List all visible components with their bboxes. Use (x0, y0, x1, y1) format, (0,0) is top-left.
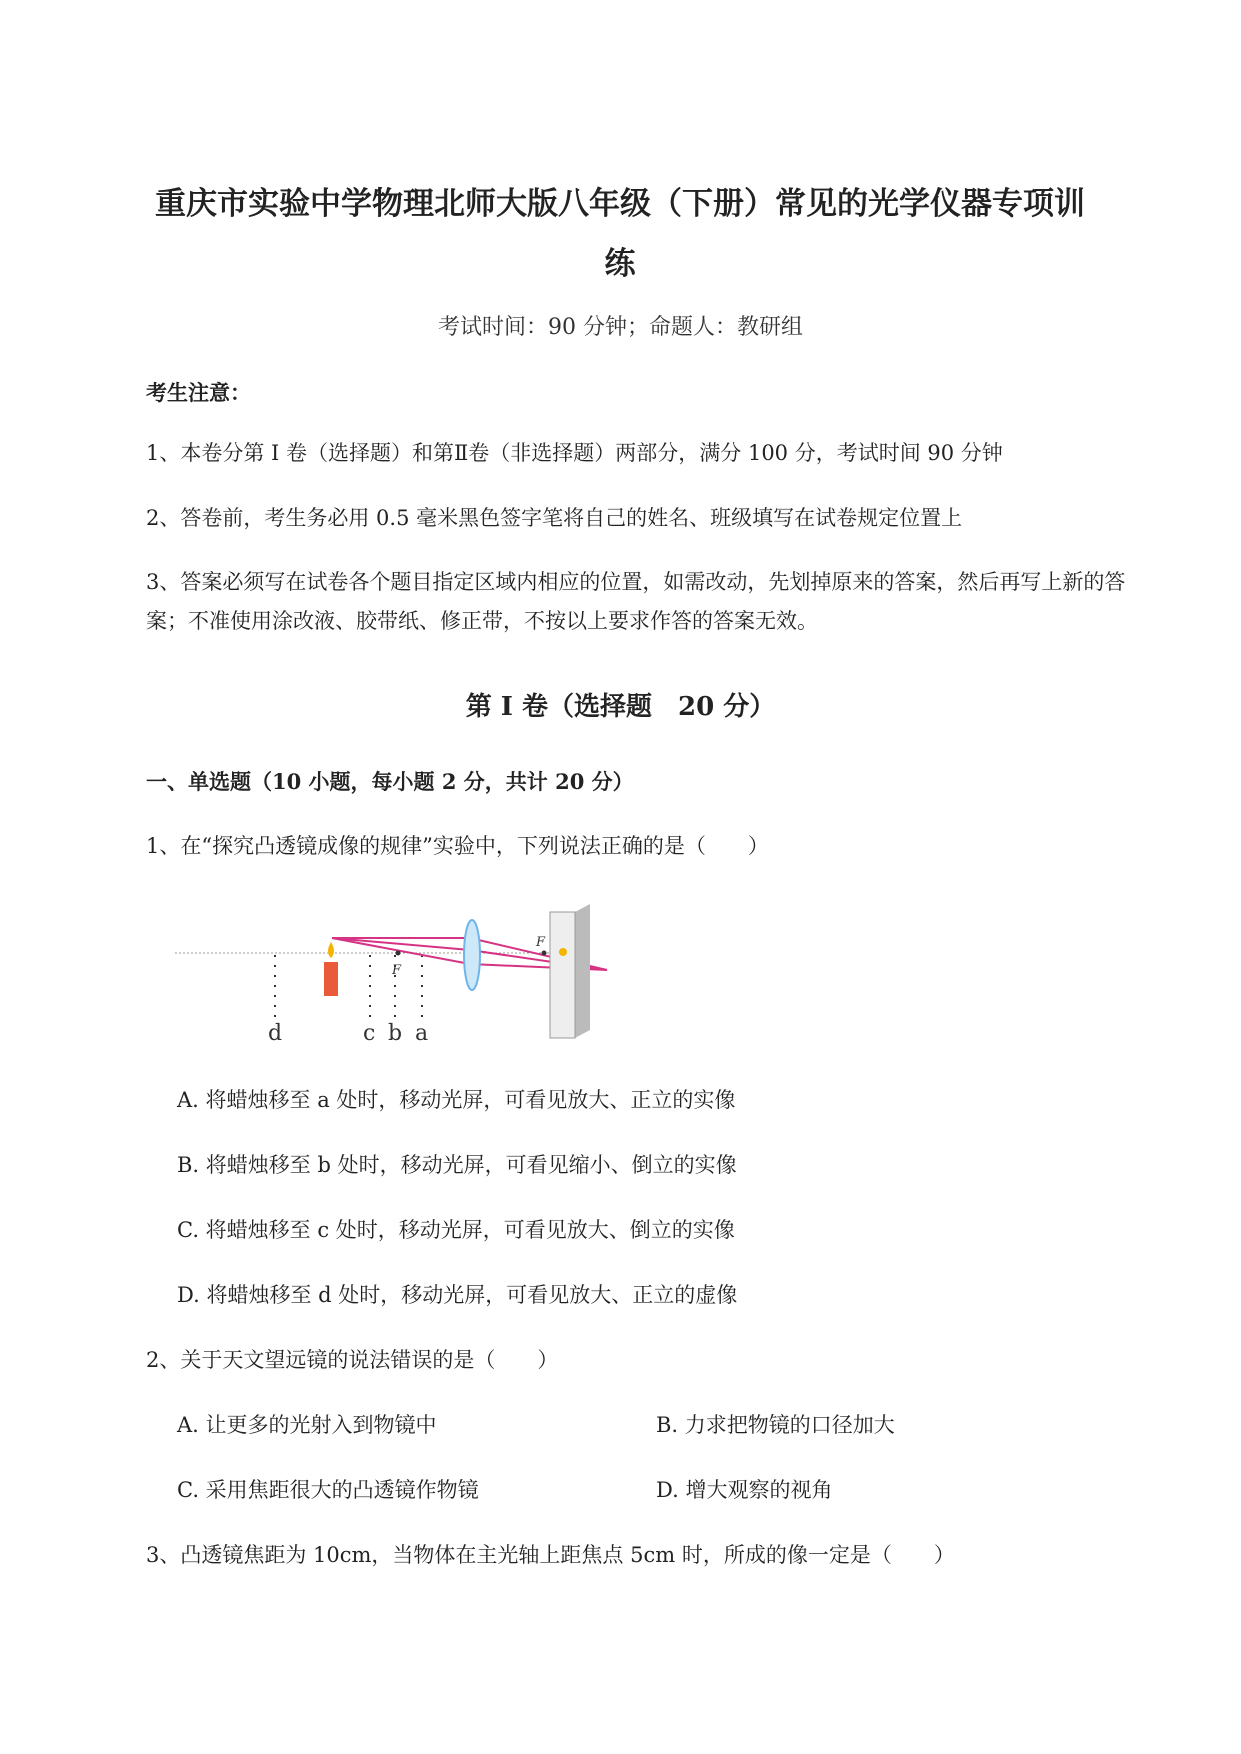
part-heading: 一、单选题（10 小题，每小题 2 分，共计 20 分） (146, 769, 634, 794)
question-2-option-a: A. 让更多的光射入到物镜中 (177, 1413, 437, 1437)
label-a: a (415, 1021, 429, 1046)
question-3-stem: 3、凸透镜焦距为 10cm，当物体在主光轴上距焦点 5cm 时，所成的像一定是（ ） (146, 1543, 955, 1567)
label-F-right: F (536, 935, 546, 950)
document-title-line1: 重庆市实验中学物理北师大版八年级（下册）常见的光学仪器专项训 (155, 186, 1085, 222)
label-c: c (363, 1021, 376, 1046)
section-title: 第 I 卷（选择题 20 分） (465, 692, 776, 722)
notice-item-1: 1、本卷分第 I 卷（选择题）和第Ⅱ卷（非选择题）两部分，满分 100 分，考试时间 90 分钟 (146, 441, 1003, 465)
question-2-option-c: C. 采用焦距很大的凸透镜作物镜 (177, 1478, 479, 1502)
notice-item-2: 2、答卷前，考生务必用 0.5 毫米黑色签字笔将自己的姓名、班级填写在试卷规定位置上 (146, 506, 963, 530)
convex-lens-diagram (170, 900, 650, 1060)
question-2-option-d: D. 增大观察的视角 (656, 1478, 833, 1502)
question-2-stem: 2、关于天文望远镜的说法错误的是（ ） (146, 1348, 559, 1372)
question-1-stem: 1、在“探究凸透镜成像的规律”实验中，下列说法正确的是（ ） (146, 834, 769, 858)
notice-heading: 考生注意： (146, 380, 251, 405)
notice-item-3: 3、答案必须写在试卷各个题目指定区域内相应的位置，如需改动，先划掉原来的答案，然后再写上新的答案；不准使用涂改液、胶带纸、修正带，不按以上要求作答的答案无效。 (146, 570, 1126, 633)
question-2-option-b: B. 力求把物镜的口径加大 (656, 1413, 895, 1437)
question-1-option-d: D. 将蜡烛移至 d 处时，移动光屏，可看见放大、正立的虚像 (177, 1283, 738, 1307)
question-1-option-c: C. 将蜡烛移至 c 处时，移动光屏，可看见放大、倒立的实像 (177, 1218, 735, 1242)
label-d: d (268, 1021, 283, 1046)
exam-meta: 考试时间：90 分钟；命题人：教研组 (438, 315, 803, 340)
question-1-option-b: B. 将蜡烛移至 b 处时，移动光屏，可看见缩小、倒立的实像 (177, 1153, 737, 1177)
document-title-line2: 练 (604, 246, 636, 282)
question-1-option-a: A. 将蜡烛移至 a 处时，移动光屏，可看见放大、正立的实像 (177, 1088, 736, 1112)
label-b: b (388, 1021, 403, 1046)
label-F-left: F (392, 963, 402, 978)
